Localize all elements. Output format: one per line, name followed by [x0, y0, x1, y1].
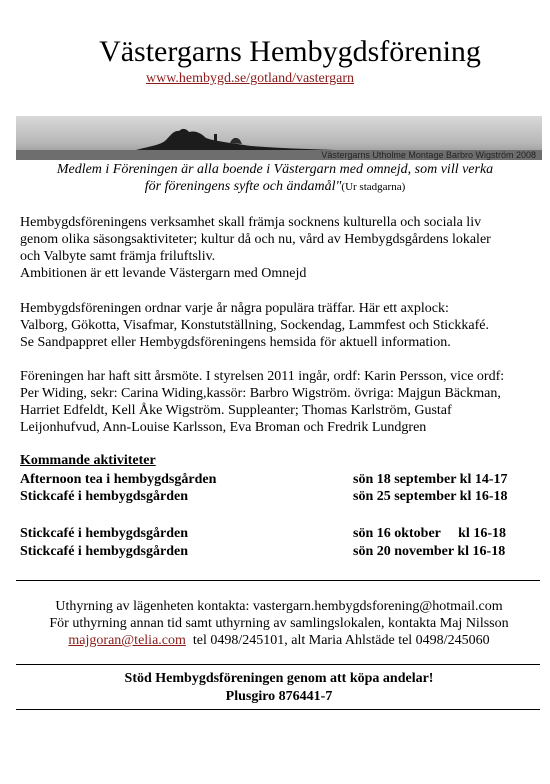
contact-email-link[interactable]: majgoran@telia.com	[68, 633, 186, 648]
activity-name: Afternoon tea i hembygdsgården	[20, 472, 217, 487]
text-line: Föreningen har haft sitt årsmöte. I styrelsen 2011 ingår, ordf: Karin Persson, vice ordf:	[20, 369, 505, 384]
quote	[18, 161, 532, 196]
support-callout	[14, 670, 544, 706]
text-line: Leijonhufvud, Ann-Louise Karlsson, Eva Broman och Fredrik Lundgren	[20, 420, 427, 435]
activity-row	[20, 488, 535, 505]
text-line: Hembygdsföreningen ordnar varje år några populära träffar. Här ett axplock:	[20, 301, 449, 316]
divider	[16, 709, 540, 710]
activity-name: Stickcafé i hembygdsgården	[20, 544, 188, 559]
activity-name: Stickcafé i hembygdsgården	[20, 526, 188, 541]
divider	[16, 580, 540, 581]
activity-time: sön 20 november kl 16-18	[353, 544, 506, 559]
divider	[16, 664, 540, 665]
text-line: Hembygdsföreningens verksamhet skall främja socknens kulturella och sociala liv	[20, 215, 482, 230]
events-paragraph	[20, 300, 535, 351]
text-line: Ambitionen är ett levande Västergarn med Omnejd	[20, 266, 307, 281]
website-link[interactable]: www.hembygd.se/gotland/vastergarn	[146, 71, 355, 86]
banner-caption: Västergarns Utholme Montage Barbro Wigström 2008	[321, 150, 536, 160]
support-line: Stöd Hembygdsföreningen genom att köpa andelar!	[124, 671, 434, 686]
activity-row	[20, 543, 535, 560]
activity-time: sön 18 september kl 14-17	[353, 472, 508, 487]
activity-row	[20, 525, 535, 542]
activity-time: sön 16 oktober kl 16-18	[353, 526, 506, 541]
activity-row	[20, 471, 535, 488]
plusgiro-number: Plusgiro 876441-7	[225, 689, 333, 704]
text-line: Per Widing, sekr: Carina Widing,kassör: Barbro Wigström. övriga: Majgun Bäckman,	[20, 386, 501, 401]
text-line: Harriet Edfeldt, Kell Åke Wigström. Suppleanter; Thomas Karlström, Gustaf	[20, 403, 452, 418]
activity-time: sön 25 september kl 16-18	[353, 489, 508, 504]
quote-source: (Ur stadgarna)	[341, 181, 406, 193]
rental-info	[14, 598, 544, 649]
activities-heading: Kommande aktiviteter	[20, 453, 156, 468]
text-line: Uthyrning av lägenheten kontakta: vastergarn.hembygdsforening@hotmail.com	[55, 599, 503, 614]
quote-line	[18, 178, 532, 196]
text-line: Se Sandpappret eller Hembygdsföreningens hemsida för aktuell information.	[20, 335, 451, 350]
quote-line: Medlem i Föreningen är alla boende i Västergarn med omnejd, som vill verka	[56, 162, 494, 177]
page-title: Västergarns Hembygdsförening	[99, 35, 481, 68]
text-line	[14, 632, 544, 649]
board-paragraph	[20, 368, 535, 436]
text-line: genom olika säsongsaktiviteter; kultur då och nu, vård av Hembygdsgårdens lokaler	[20, 232, 491, 247]
intro-paragraph	[20, 214, 535, 282]
text-line: Valborg, Gökotta, Visafmar, Konstutställning, Sockendag, Lammfest och Stickkafé.	[20, 318, 489, 333]
quote-text: för föreningens syfte och ändamål"	[144, 179, 342, 194]
text-line: För uthyrning annan tid samt uthyrning av samlingslokalen, kontakta Maj Nilsson	[49, 616, 509, 631]
banner-image	[16, 116, 542, 160]
activity-name: Stickcafé i hembygdsgården	[20, 489, 188, 504]
text-line: och Valbyte samt främja friluftsliv.	[20, 249, 216, 264]
phone-numbers: tel 0498/245101, alt Maria Ahlstäde tel 0498/245060	[185, 633, 490, 648]
